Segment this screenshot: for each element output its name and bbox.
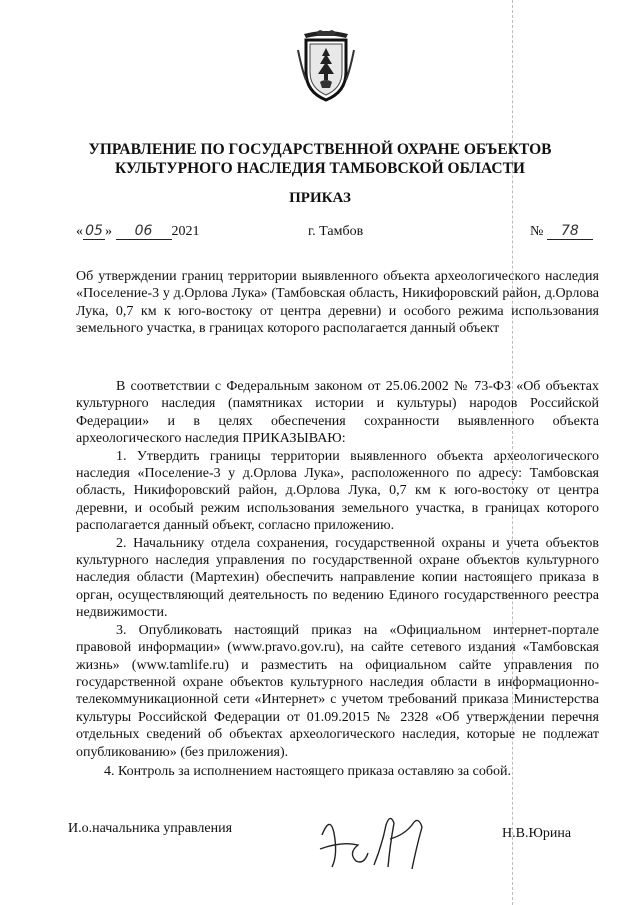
tambov-coat-of-arms-icon	[296, 30, 356, 104]
order-subject: Об утверждении границ территории выявленного объекта археологического наследия «Поселение-3 у д.Орлова Лука» (Тамбовская область, Никифоровский район, д.Орлова Лука, 0,7 км к юго-востоку от центра деревни) и особого режима использования земельного участка, в границах которого располагается данный объект	[76, 269, 599, 337]
order-item-1: 1. Утвердить границы территории выявленного объекта археологического наследия «Поселение-3 у д.Орлова Лука», расположенного по адресу: Тамбовская область, Никифоровский район, д.Орлова Лука, 0,7 км к юго-востоку от центра деревни, и особый режим использования земельного участка, в границах которого располагается данный объект, согласно приложению.	[76, 448, 599, 534]
number-label: №	[530, 224, 544, 239]
order-city: г. Тамбов	[308, 224, 364, 239]
number-value: 78	[547, 224, 593, 240]
order-item-2: 2. Начальнику отдела сохранения, государственной охраны и учета объектов культурного наследия управления по государственной охране объектов культурного наследия области (Мартехин) обеспечить направление копии настоящего приказа в орган, осуществляющий деятельность по ведению Единого государственного реестра недвижимости.	[76, 535, 599, 621]
signer-role: И.о.начальника управления	[68, 821, 233, 836]
order-number	[530, 224, 593, 240]
order-item-3: 3. Опубликовать настоящий приказ на «Официальном интернет-портале правовой информации» (www.pravo.gov.ru), на сайте сетевого издания «Тамбовская жизнь» (www.tamlife.ru) и разместить на официальном сайте управления по государственной охране объектов культурного наследия области в информационно-телекоммуникационной сети «Интернет» с учетом требований приказа Министерства культуры Российской Федерации от 01.09.2015 № 2328 «Об утверждении перечня отдельных сведений об объектах археологического наследия, которые не подлежат опубликованию» (без приложения).	[76, 622, 599, 760]
order-body	[76, 378, 599, 780]
order-item-4: 4. Контроль за исполнением настоящего приказа оставляю за собой.	[104, 763, 512, 779]
date-year: 2021	[171, 224, 200, 239]
handwritten-signature-icon	[312, 805, 442, 875]
signer-name: Н.В.Юрина	[502, 826, 572, 841]
organization-title: УПРАВЛЕНИЕ ПО ГОСУДАРСТВЕННОЙ ОХРАНЕ ОБЪЕКТОВ КУЛЬТУРНОГО НАСЛЕДИЯ ТАМБОВСКОЙ ОБЛАСТИ	[88, 141, 552, 177]
date-day: 05	[83, 224, 105, 240]
order-date: « 05 » 06 2021	[76, 223, 200, 239]
preamble-paragraph: В соответствии с Федеральным законом от 25.06.2002 № 73-ФЗ «Об объектах культурного наследия (памятниках истории и культуры) народов Российской Федерации» и в целях обеспечения сохранности выявленного объекта археологического наследия ПРИКАЗЫВАЮ:	[76, 379, 599, 447]
document-type: ПРИКАЗ	[289, 190, 351, 206]
date-month: 06	[116, 224, 172, 240]
